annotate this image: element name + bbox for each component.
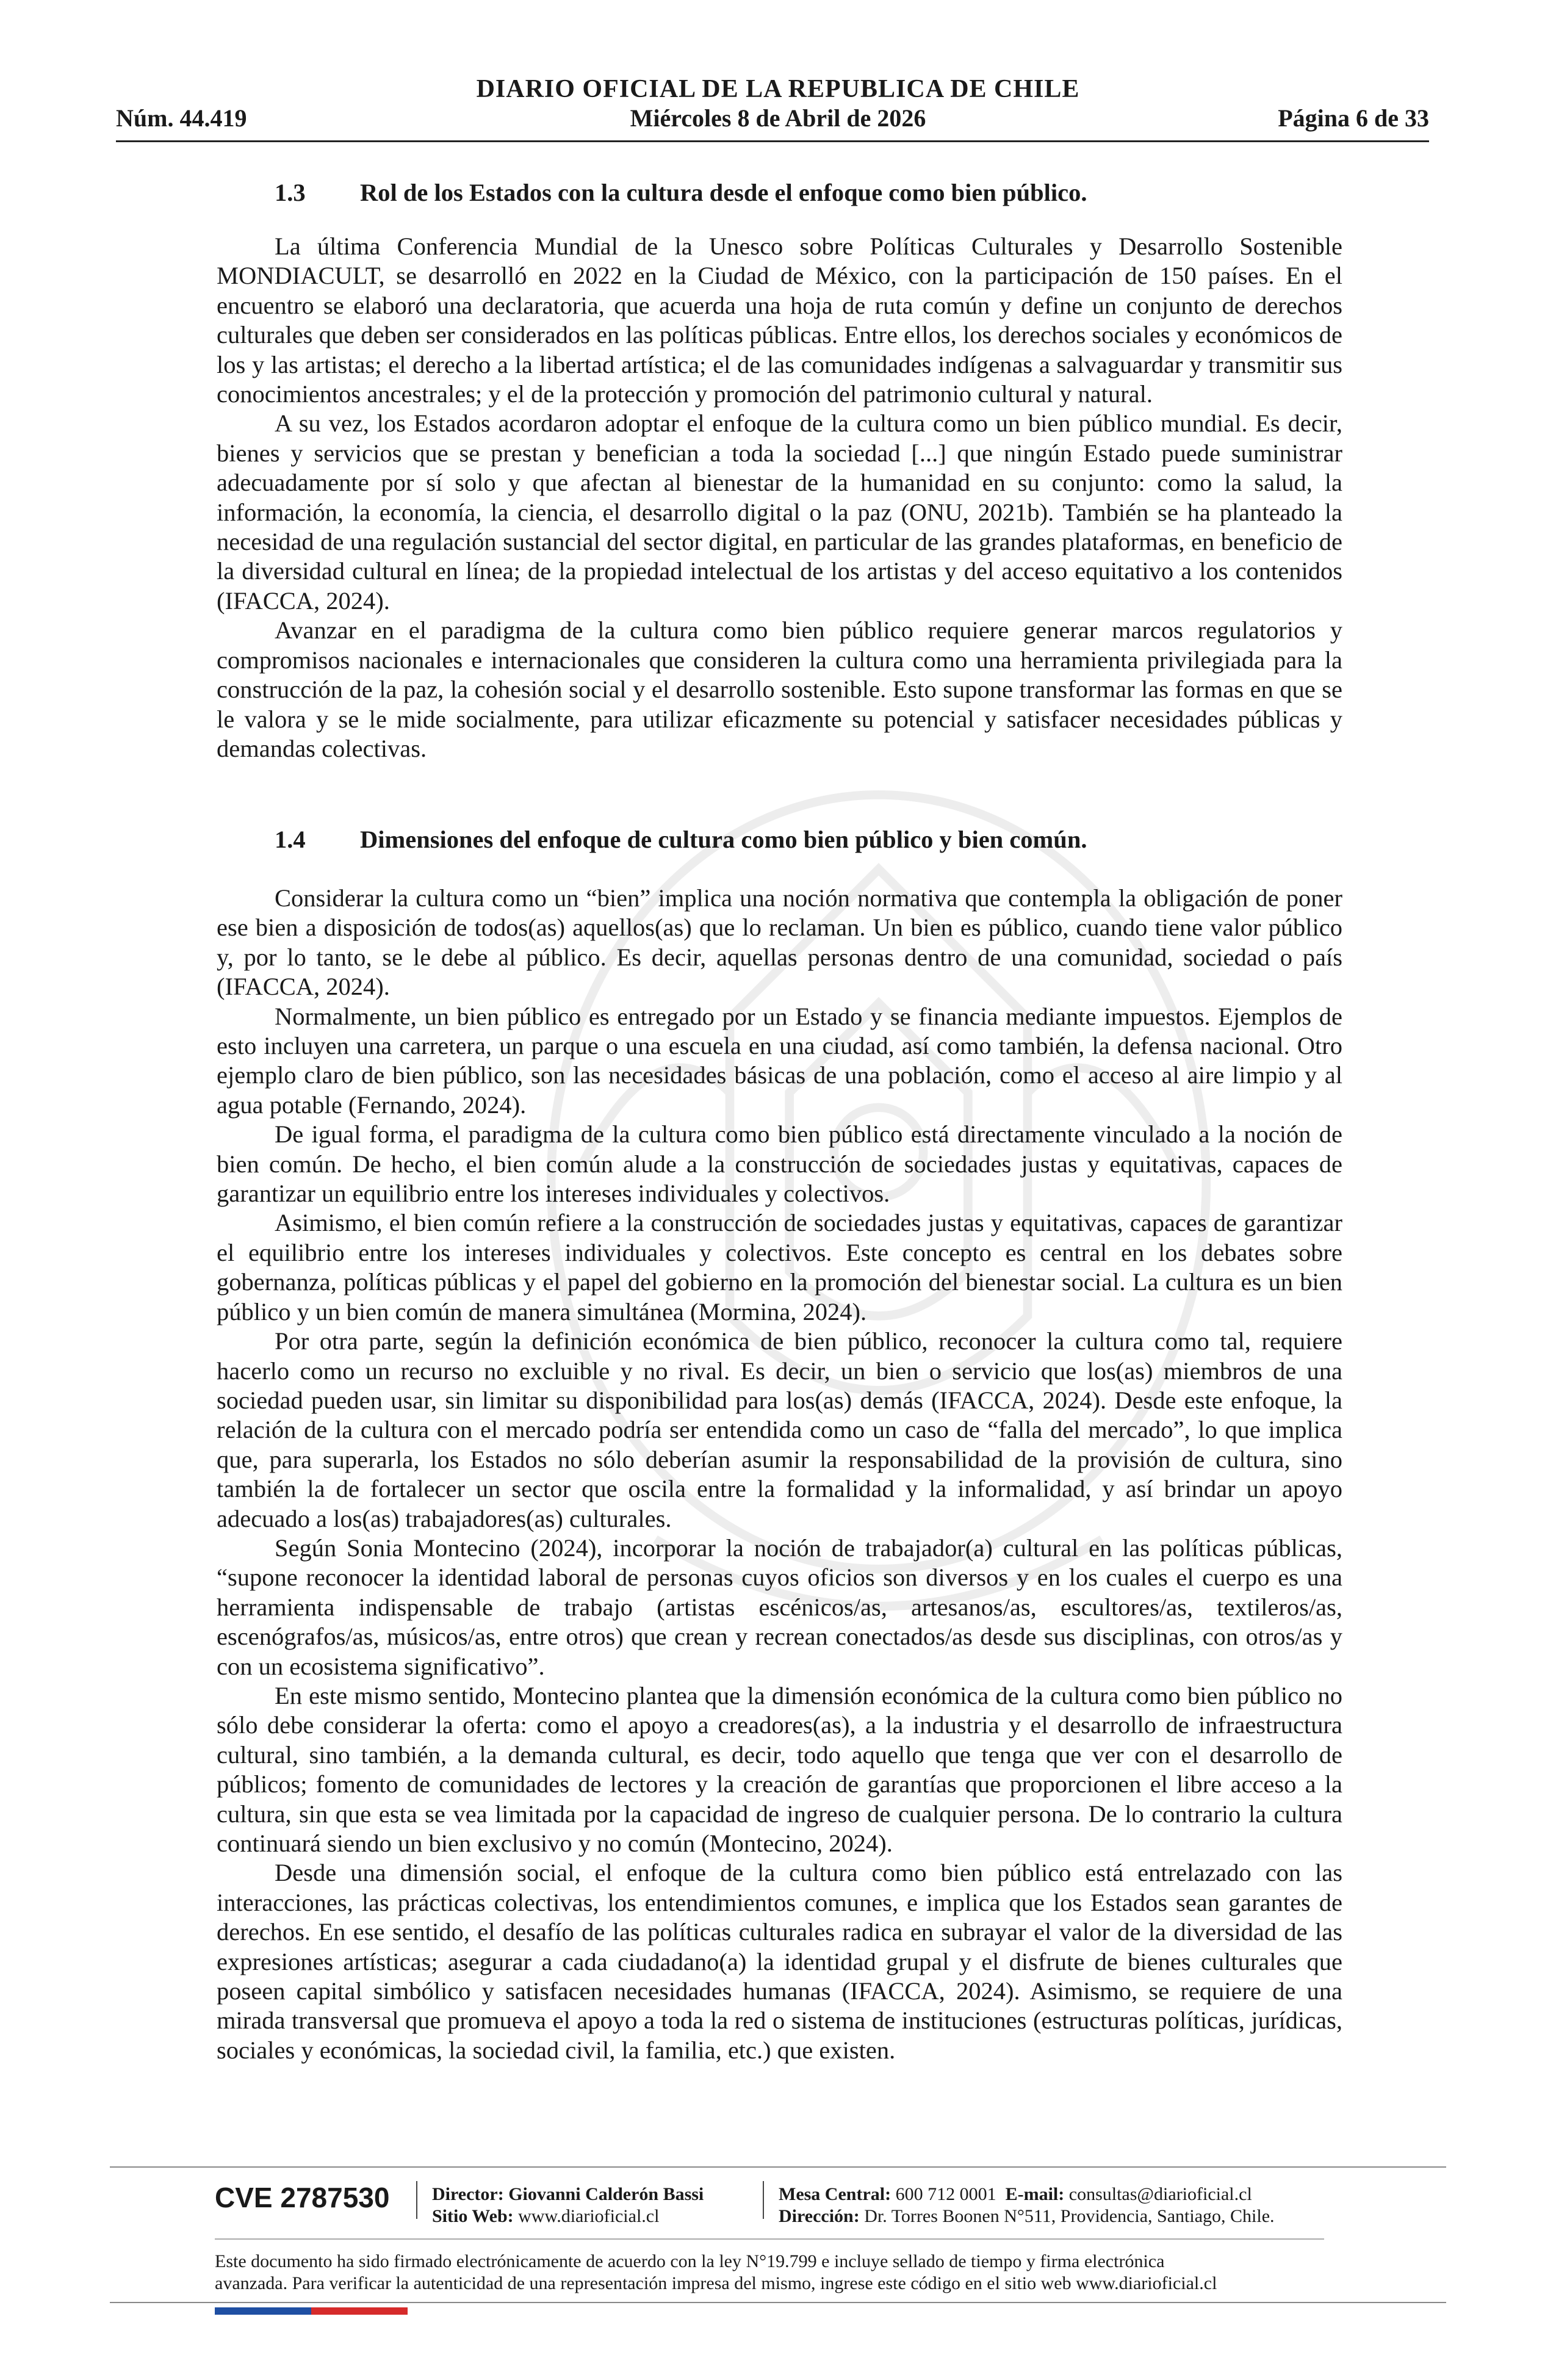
section-body-1-4: [217, 884, 1342, 2065]
paragraph: Según Sonia Montecino (2024), incorporar la noción de trabajador(a) cultural en las políticas públicas, “supone reconocer la identidad laboral de personas cuyos oficios son diversos y en los cuales el cuerpo es una herramienta indispensable de trabajo (artistas escénicos/as, artesanos/as, escultores/as, textileros/as, escenógrafos/as, músicos/as, entre otros) que crean y recrean conectados/as desde sus disciplinas, con otros/as y con un ecosistema significativo”.: [217, 1534, 1342, 1680]
footer-divider: [215, 2238, 1324, 2240]
website-link[interactable]: www.diarioficial.cl: [518, 2206, 660, 2226]
flag-stripe-red: [311, 2307, 408, 2315]
header-divider: [116, 140, 1429, 142]
mesa-label: Mesa Central:: [779, 2184, 891, 2204]
paragraph: Avanzar en el paradigma de la cultura como bien público requiere generar marcos regulatorios y compromisos nacionales e internacionales que consideren la cultura como una herramienta privilegiada para la construcción de la paz, la cohesión social y el desarrollo sostenible. Esto supone transformar las formas en que se le valora y se le mide socialmente, para utilizar eficazmente su potencial y satisfacer necesidades públicas y demandas colectivas.: [217, 616, 1342, 762]
footer-divider: [110, 2302, 1446, 2303]
paragraph: Normalmente, un bien público es entregado por un Estado y se financia mediante impuestos. Ejemplos de esto incluyen una carretera, un parque o una escuela en una ciudad, así como también, la defensa nacional. Otro ejemplo claro de bien público, son las necesidades básicas de una población, como el acceso al aire limpio y al agua potable (Fernando, 2024).: [217, 1002, 1342, 1119]
address-label: Dirección:: [779, 2206, 860, 2226]
cve-code: CVE 2787530: [215, 2182, 390, 2213]
paragraph: Por otra parte, según la definición económica de bien público, reconocer la cultura como tal, requiere hacerlo como un recurso no excluible y no rival. Es decir, un bien o servicio que los(as) miembros de una sociedad pueden usar, sin limitar su disponibilidad para los(as) demás (IFACCA, 2024). Desde este enfoque, la relación de la cultura con el mercado podría ser entendida como un caso de “falla del mercado”, lo que implica que, para superarla, los Estados no sólo deberían asumir la responsabilidad de la provisión de cultura, sino también la de fortalecer un sector que oscila entre la formalidad y la informalidad, y así brindar un apoyo adecuado a los(as) trabajadores(as) culturales.: [217, 1327, 1342, 1532]
section-number: 1.4: [275, 826, 306, 853]
mesa-phone: 600 712 0001: [895, 2184, 996, 2204]
flag-stripe-blue: [215, 2307, 311, 2315]
paragraph: En este mismo sentido, Montecino plantea que la dimensión económica de la cultura como bien público no sólo debe considerar la oferta: como el apoyo a creadores(as), a la industria y el desarrollo de infraestructura cultural, sino también, a la demanda cultural, es decir, todo aquello que tenga que ver con el desarrollo de públicos; fomento de comunidades de lectores y la creación de garantías que proporcionen el libre acceso a la cultura, sin que esta se vea limitada por la capacidad de ingreso de cualquier persona. De lo contrario la cultura continuará siendo un bien exclusivo y no común (Montecino, 2024).: [217, 1681, 1342, 1857]
email-link[interactable]: consultas@diarioficial.cl: [1068, 2184, 1252, 2204]
footer-contact-block: [779, 2183, 1275, 2227]
director-label: Director:: [432, 2184, 504, 2204]
page-indicator: Página 6 de 33: [1278, 104, 1429, 132]
section-heading-1-3: [275, 178, 1087, 207]
director-name: Giovanni Calderón Bassi: [508, 2184, 704, 2204]
section-title: Rol de los Estados con la cultura desde el enfoque como bien público.: [360, 179, 1087, 206]
website-label: Sitio Web:: [432, 2206, 514, 2226]
paragraph: De igual forma, el paradigma de la cultura como bien público está directamente vinculado a la noción de bien común. De hecho, el bien común alude a la construcción de sociedades justas y equitativas, capaces de garantizar un equilibrio entre los intereses individuales y colectivos.: [217, 1120, 1342, 1208]
paragraph: Considerar la cultura como un “bien” implica una noción normativa que contempla la obligación de poner ese bien a disposición de todos(as) aquellos(as) que lo reclaman. Un bien es público, cuando tiene valor público y, por lo tanto, se le debe al público. Es decir, aquellas personas dentro de una comunidad, sociedad o país (IFACCA, 2024).: [217, 884, 1342, 1001]
newspaper-title: DIARIO OFICIAL DE LA REPUBLICA DE CHILE: [476, 75, 1080, 103]
address-value: Dr. Torres Boonen N°511, Providencia, Santiago, Chile.: [864, 2206, 1275, 2226]
footer-director-block: [432, 2183, 704, 2227]
section-number: 1.3: [275, 179, 306, 206]
email-label: E-mail:: [1005, 2184, 1065, 2204]
issue-number: Núm. 44.419: [116, 104, 247, 132]
issue-date: Miércoles 8 de Abril de 2026: [630, 104, 926, 132]
footer-separator: [763, 2181, 764, 2219]
paragraph: La última Conferencia Mundial de la Unesco sobre Políticas Culturales y Desarrollo Sostenible MONDIACULT, se desarrolló en 2022 en la Ciudad de México, con la participación de 150 países. En el encuentro se elaboró una declaratoria, que acuerda una hoja de ruta común y define un conjunto de derechos culturales que deben ser considerados en las políticas públicas. Entre ellos, los derechos sociales y económicos de los y las artistas; el derecho a la libertad artística; el de las comunidades indígenas a salvaguardar y transmitir sus conocimientos ancestrales; y el de la protección y promoción del patrimonio cultural y natural.: [217, 233, 1342, 408]
footer-separator: [416, 2181, 417, 2219]
paragraph: A su vez, los Estados acordaron adoptar el enfoque de la cultura como un bien público mundial. Es decir, bienes y servicios que se prestan y benefician a toda la sociedad [...] que ningún Estado puede suministrar adecuadamente por sí solo y que afectan al bienestar de la humanidad en su conjunto: como la salud, la información, la economía, la ciencia, el desarrollo digital o la paz (ONU, 2021b). También se ha planteado la necesidad de una regulación sustancial del sector digital, en particular de las grandes plataformas, en beneficio de la diversidad cultural en línea; de la propiedad intelectual de los artistas y del acceso equitativo a los contenidos (IFACCA, 2024).: [217, 409, 1342, 615]
section-title: Dimensiones del enfoque de cultura como bien público y bien común.: [360, 826, 1087, 853]
legal-line: avanzada. Para verificar la autenticidad de una representación impresa del mismo, ingrese este código en el sitio web www.diarioficial.cl: [215, 2273, 1217, 2293]
footer-divider: [110, 2166, 1446, 2168]
paragraph: Asimismo, el bien común refiere a la construcción de sociedades justas y equitativas, capaces de garantizar el equilibrio entre los intereses individuales y colectivos. Este concepto es central en los debates sobre gobernanza, políticas públicas y el papel del gobierno en la promoción del bienestar social. La cultura es un bien público y un bien común de manera simultánea (Mormina, 2024).: [217, 1209, 1342, 1325]
legal-notice: [215, 2251, 1374, 2295]
section-body-1-3: [217, 232, 1342, 763]
legal-line: Este documento ha sido firmado electrónicamente de acuerdo con la ley N°19.799 e incluye sellado de tiempo y firma electrónica: [215, 2251, 1165, 2271]
section-heading-1-4: [275, 825, 1087, 854]
paragraph: Desde una dimensión social, el enfoque de la cultura como bien público está entrelazado con las interacciones, las prácticas colectivas, los entendimientos comunes, e implica que los Estados sean garantes de derechos. En ese sentido, el desafío de las políticas culturales radica en subrayar el valor de la diversidad de las expresiones artísticas; asegurar a cada ciudadano(a) la identidad grupal y el disfrute de bienes culturales que poseen capital simbólico y satisfacen necesidades humanas (IFACCA, 2024). Asimismo, se requiere de una mirada transversal que promueva el apoyo a toda la red o sistema de instituciones (estructuras políticas, jurídicas, sociales y económicas, la sociedad civil, la familia, etc.) que existen.: [217, 1859, 1342, 2064]
